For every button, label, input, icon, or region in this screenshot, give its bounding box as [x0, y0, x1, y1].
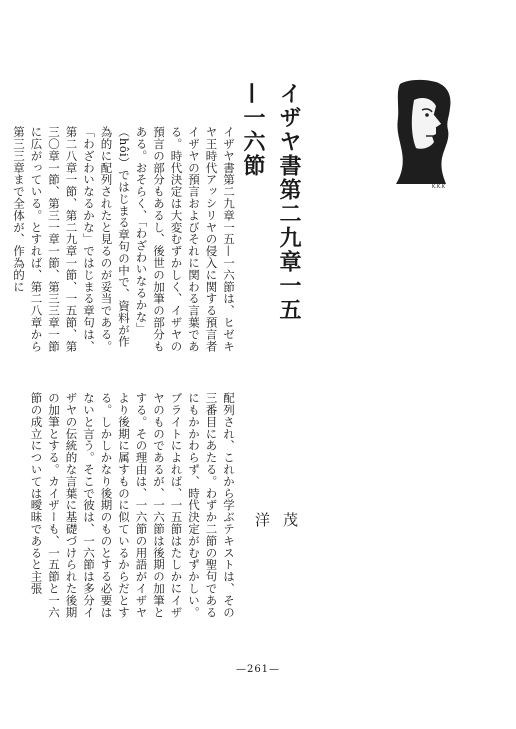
author-name [253, 512, 304, 622]
illustration-signature: K.K.K [432, 184, 446, 190]
body-text-lower: 配列され、これから学ぶテキストは、その三番目にあたる。わずか二節の聖句であるにもかかわらず、時代決定がむずかしい。ブライトによれば、一五節はたしかにイザヤのものであるが、一六節は後期の加筆とする。その理由は、一六節の用語がイザヤより後期に属すものに似ているからだとする。しかしかなり後期のものとする必要はないと言う。そこで彼は、一六節は多分イザヤの伝統的な言葉に基礎づけられた後期の加筆とする。カイザーも、一五節と一六節の成立については曖昧であると主張 [29, 392, 236, 619]
author-surname: 茂 [281, 512, 299, 527]
page-number: —261— [235, 664, 281, 675]
article-title: イザヤ書第二九章一五—一六節 [240, 82, 302, 322]
body-text-upper: イザヤ書第二九章一五—一六節は、ヒゼキヤ王時代アッシリヤの侵入に関する預言者イザヤの預言およびそれに関わる言葉である。時代決定は大変むずかしく、イザヤの預言の部分もあるし、後世の加筆の部分もある。おそらく、「わざわいなるかな」（hôi）ではじまる章句の中で、資料が作為的に配列されたと見るのが妥当である。「わざわいなるかな」ではじまる章句は、第二八章一節、第二九章一節、一五節、第三〇章一節、第三一章一節、第三三章一節に広がっている。とすれば、第二八章から第三三章まで全体が、作為的に [12, 126, 236, 353]
face-illustration [392, 78, 458, 190]
author-given-name: 洋 [253, 512, 271, 527]
